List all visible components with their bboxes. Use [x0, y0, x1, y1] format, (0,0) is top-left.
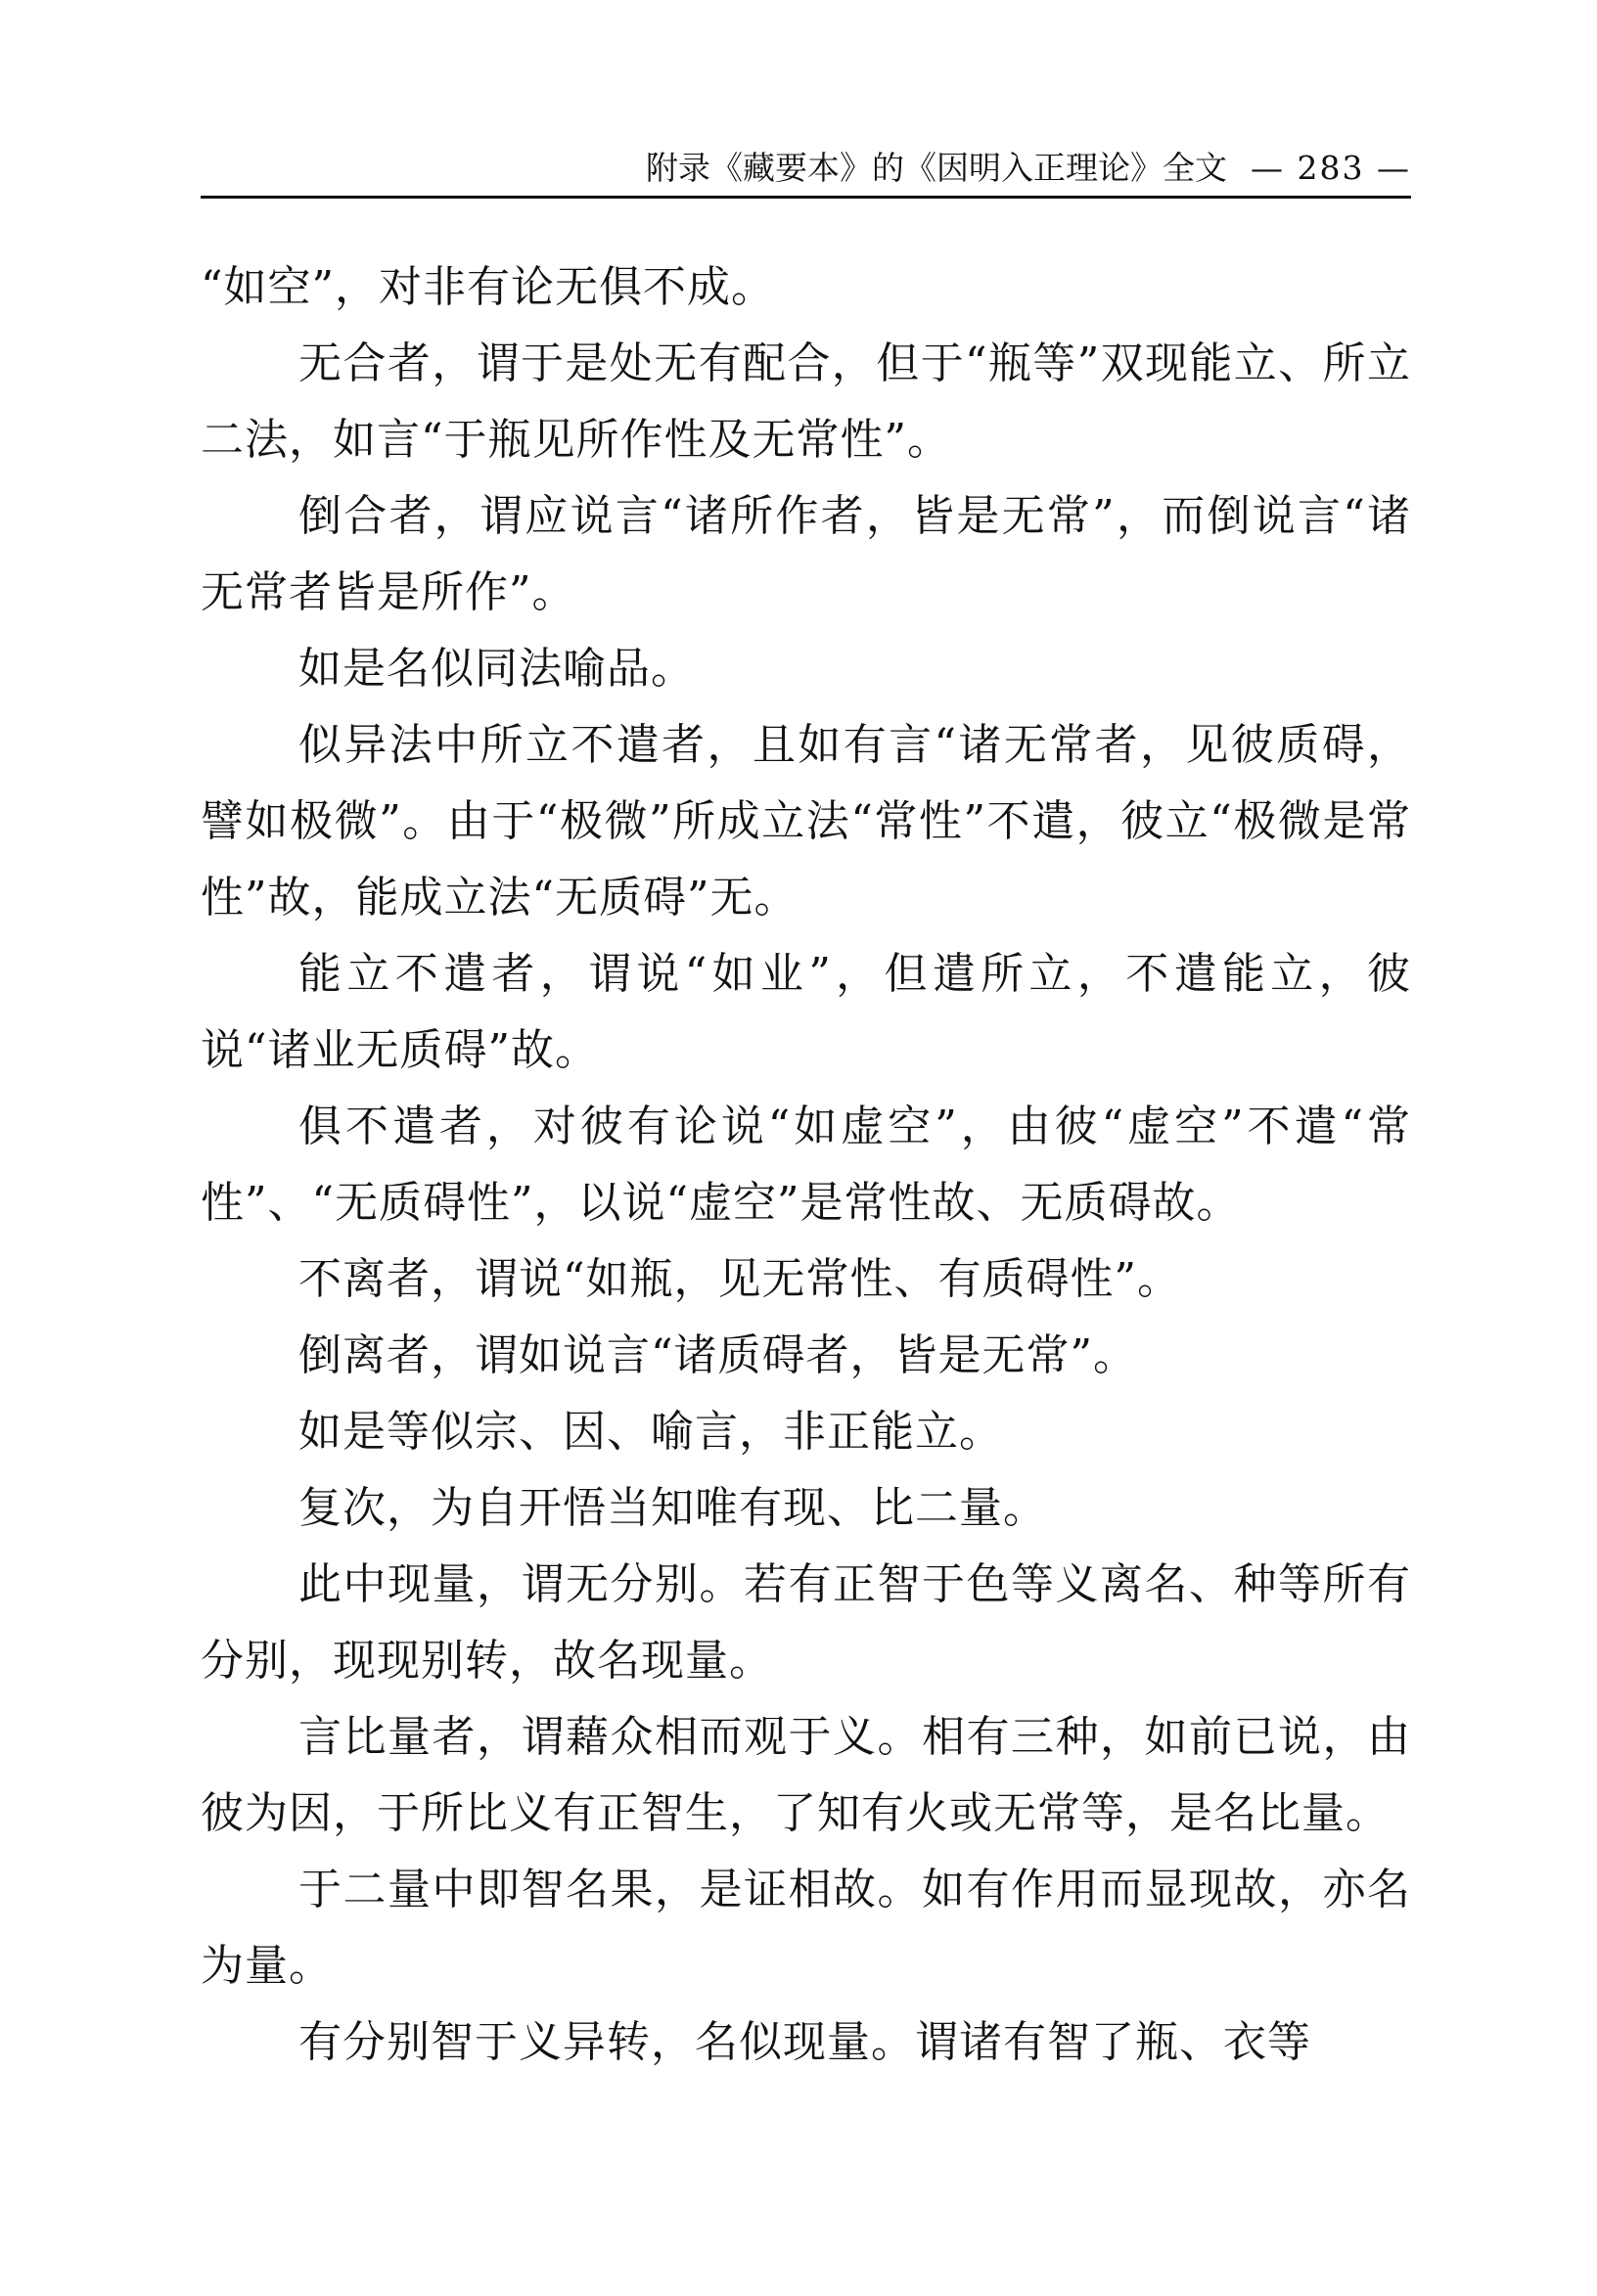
paragraph: 有分别智于义异转，名似现量。谓诸有智了瓶、衣等: [298, 2017, 1311, 2067]
paragraph: 俱不遣者，对彼有论说“如虚空”，由彼“虚空”不遣“常性”、“无质碍性”，以说“虚空”是常性故、无质碍故。: [201, 1102, 1411, 1228]
paragraph: 复次，为自开悟当知唯有现、比二量。: [298, 1483, 1047, 1533]
header-title: 附录《藏要本》的《因明入正理论》全文: [646, 149, 1228, 187]
header-page-number: — 283 —: [1251, 149, 1411, 187]
paragraph: 此中现量，谓无分别。若有正智于色等义离名、种等所有分别，现现别转，故名现量。: [201, 1559, 1411, 1686]
paragraph: “如空”，对非有论无俱不成。: [201, 262, 775, 312]
paragraph: 于二量中即智名果，是证相故。如有作用而显现故，亦名为量。: [201, 1865, 1411, 1991]
paragraph: 似异法中所立不遣者，且如有言“诸无常者，见彼质碍，譬如极微”。由于“极微”所成立法“常性”不遣，彼立“极微是常性”故，能成立法“无质碍”无。: [201, 720, 1411, 923]
body-text: [201, 249, 1411, 2081]
paragraph: 如是名似同法喻品。: [298, 644, 695, 694]
paragraph: 言比量者，谓藉众相而观于义。相有三种，如前已说，由彼为因，于所比义有正智生，了知有火或无常等，是名比量。: [201, 1712, 1411, 1838]
paragraph: 倒离者，谓如说言“诸质碍者，皆是无常”。: [298, 1330, 1137, 1380]
paragraph: 如是等似宗、因、喻言，非正能立。: [298, 1407, 1003, 1457]
paragraph: 能立不遣者，谓说“如业”，但遣所立，不遣能立，彼说“诸业无质碍”故。: [201, 949, 1411, 1075]
paragraph: 无合者，谓于是处无有配合，但于“瓶等”双现能立、所立二法，如言“于瓶见所作性及无常性”。: [201, 338, 1411, 465]
paragraph: 不离者，谓说“如瓶，见无常性、有质碍性”。: [298, 1254, 1181, 1304]
running-header: [201, 147, 1411, 199]
paragraph: 倒合者，谓应说言“诸所作者，皆是无常”，而倒说言“诸无常者皆是所作”。: [201, 491, 1411, 617]
